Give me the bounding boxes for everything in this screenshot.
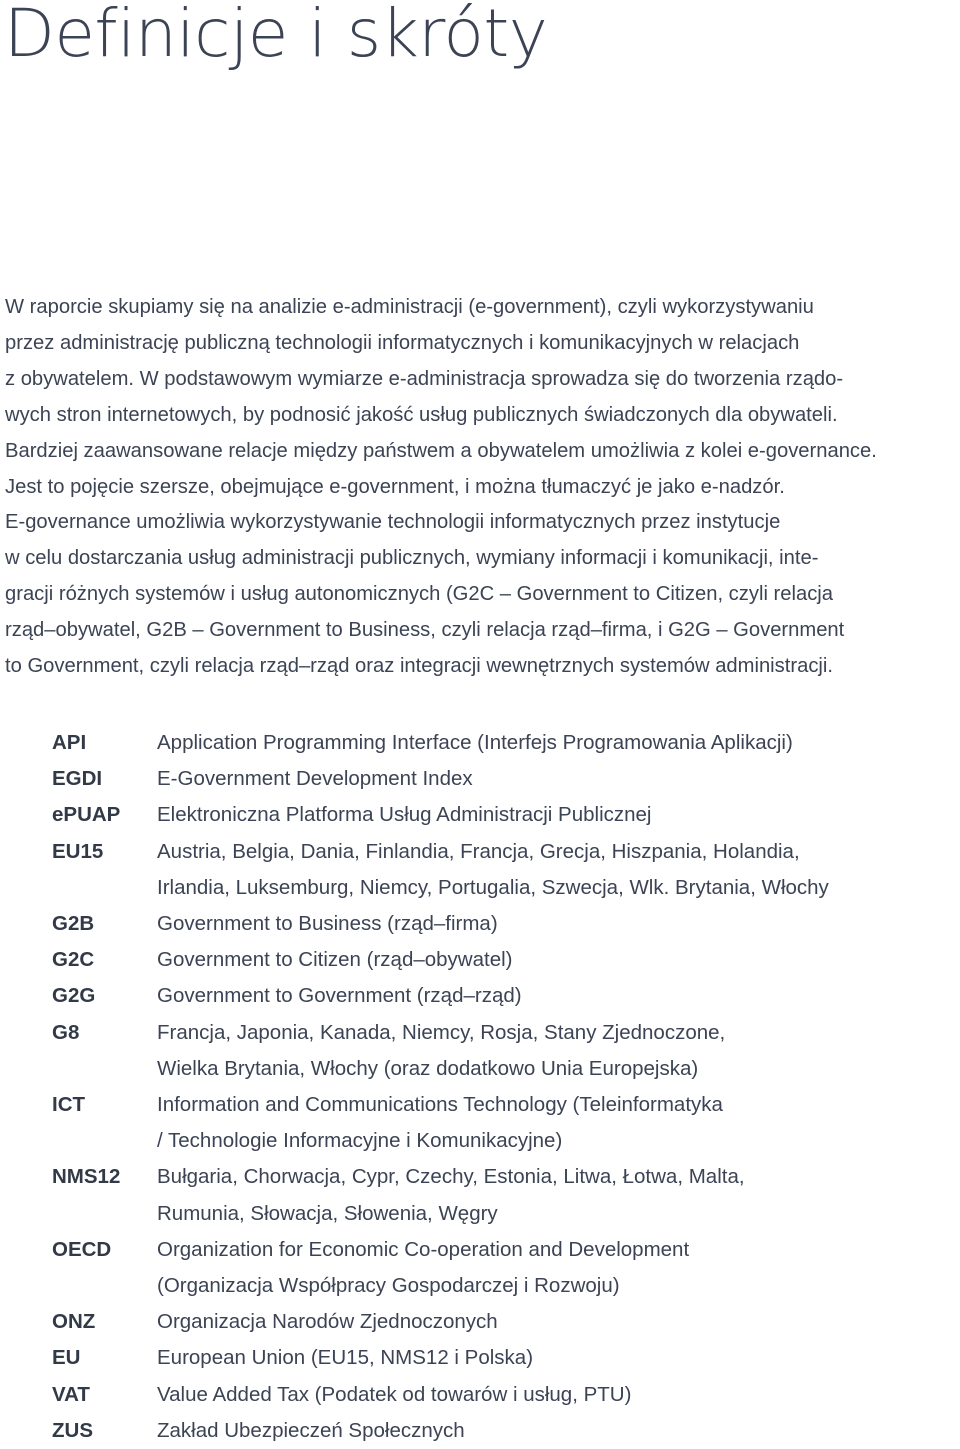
glossary-definition — [157, 834, 932, 906]
definition-line: / Technologie Informacyjne i Komunikacyjne) — [157, 1129, 563, 1153]
definition-line: E-Government Development Index — [157, 767, 473, 791]
definition-line: Wielka Brytania, Włochy (oraz dodatkowo Unia Europejska) — [157, 1056, 699, 1080]
glossary-abbr: G8 — [52, 1020, 80, 1044]
definition-line: Government to Government (rząd–rząd) — [157, 984, 522, 1008]
glossary-definition — [157, 761, 932, 797]
glossary-entry-eu — [52, 1340, 932, 1376]
definition-line: European Union (EU15, NMS12 i Polska) — [157, 1346, 534, 1370]
definition-line: Information and Communications Technology (Teleinformatyka — [157, 1093, 723, 1117]
glossary-entry-nms12 — [52, 1159, 932, 1231]
glossary-definition — [157, 1377, 932, 1413]
glossary-entry-egdi — [52, 761, 932, 797]
intro-line: gracji różnych systemów i usług autonomicznych (G2C – Government to Citizen, czyli relacja — [5, 583, 834, 606]
intro-line: Jest to pojęcie szersze, obejmujące e-government, i można tłumaczyć je jako e-nadzór. — [5, 475, 785, 498]
page-title: Definicje i skróty — [4, 0, 548, 72]
intro-line: to Government, czyli relacja rząd–rząd oraz integracji wewnętrznych systemów administracji. — [5, 655, 833, 678]
glossary-list — [52, 725, 932, 1449]
glossary-abbr: OECD — [52, 1237, 112, 1261]
glossary-definition — [157, 1087, 932, 1159]
glossary-definition — [157, 797, 932, 833]
glossary-entry-ict — [52, 1087, 932, 1159]
definition-line: Organization for Economic Co-operation and Development — [157, 1237, 690, 1261]
glossary-definition — [157, 1413, 932, 1449]
glossary-entry-vat — [52, 1377, 932, 1413]
glossary-abbr: VAT — [52, 1382, 90, 1406]
definition-line: Irlandia, Luksemburg, Niemcy, Portugalia, Szwecja, Wlk. Brytania, Włochy — [157, 875, 829, 899]
glossary-definition — [157, 1232, 932, 1304]
glossary-abbr: ICT — [52, 1093, 86, 1117]
definition-line: Rumunia, Słowacja, Słowenia, Węgry — [157, 1201, 498, 1225]
intro-line: E-governance umożliwia wykorzystywanie technologii informatycznych przez instytucje — [5, 511, 781, 534]
glossary-entry-zus — [52, 1413, 932, 1449]
glossary-abbr: ePUAP — [52, 803, 121, 827]
definition-line: Elektroniczna Platforma Usług Administracji Publicznej — [157, 803, 652, 827]
glossary-entry-g2c — [52, 942, 932, 978]
glossary-definition — [157, 1015, 932, 1087]
glossary-definition — [157, 978, 932, 1014]
intro-line: W raporcie skupiamy się na analizie e-administracji (e-government), czyli wykorzystywaniu — [5, 296, 814, 318]
glossary-entry-g2b — [52, 906, 932, 942]
intro-line: w celu dostarczania usług administracji publicznych, wymiany informacji i komunikacji, inte- — [5, 547, 819, 570]
glossary-definition — [157, 906, 932, 942]
intro-line: rząd–obywatel, G2B – Government to Business, czyli relacja rząd–firma, i G2G – Government — [5, 619, 845, 642]
glossary-entry-g2g — [52, 978, 932, 1014]
intro-line: z obywatelem. W podstawowym wymiarze e-administracja sprowadza się do tworzenia rządo- — [5, 367, 844, 390]
glossary-entry-eu15 — [52, 834, 932, 906]
definition-line: Bułgaria, Chorwacja, Cypr, Czechy, Estonia, Litwa, Łotwa, Malta, — [157, 1165, 745, 1189]
glossary-abbr: EGDI — [52, 767, 103, 791]
definition-line: Government to Citizen (rząd–obywatel) — [157, 948, 513, 972]
glossary-abbr: NMS12 — [52, 1165, 121, 1189]
glossary-entry-oecd — [52, 1232, 932, 1304]
definition-line: (Organizacja Współpracy Gospodarczej i Rozwoju) — [157, 1274, 620, 1298]
definition-line: Francja, Japonia, Kanada, Niemcy, Rosja, Stany Zjednoczone, — [157, 1020, 726, 1044]
glossary-abbr: G2B — [52, 912, 95, 936]
glossary-entry-api — [52, 725, 932, 761]
glossary-abbr: EU15 — [52, 839, 104, 863]
glossary-abbr: API — [52, 731, 87, 754]
glossary-definition — [157, 1159, 932, 1231]
definition-line: Government to Business (rząd–firma) — [157, 912, 498, 936]
glossary-entry-onz — [52, 1304, 932, 1340]
glossary-entry-g8 — [52, 1015, 932, 1087]
intro-line: przez administrację publiczną technologii informatycznych i komunikacyjnych w relacjach — [5, 331, 800, 354]
glossary-abbr: EU — [52, 1346, 81, 1370]
intro-line: wych stron internetowych, by podnosić jakość usług publicznych świadczonych dla obywateli. — [5, 403, 838, 426]
glossary-abbr: ZUS — [52, 1418, 93, 1442]
glossary-definition — [157, 1340, 932, 1376]
glossary-abbr: ONZ — [52, 1310, 96, 1334]
glossary-abbr: G2C — [52, 948, 95, 972]
intro-paragraph — [5, 290, 953, 685]
glossary-definition — [157, 942, 932, 978]
definition-line: Value Added Tax (Podatek od towarów i usług, PTU) — [157, 1382, 632, 1406]
intro-line: Bardziej zaawansowane relacje między państwem a obywatelem umożliwia z kolei e-governance. — [5, 439, 877, 462]
definition-line: Application Programming Interface (Interfejs Programowania Aplikacji) — [157, 731, 793, 754]
glossary-entry-epuap — [52, 797, 932, 833]
definition-line: Austria, Belgia, Dania, Finlandia, Francja, Grecja, Hiszpania, Holandia, — [157, 839, 800, 863]
glossary-abbr: G2G — [52, 984, 96, 1008]
glossary-definition — [157, 1304, 932, 1340]
definition-line: Organizacja Narodów Zjednoczonych — [157, 1310, 498, 1334]
glossary-definition — [157, 725, 932, 761]
definition-line: Zakład Ubezpieczeń Społecznych — [157, 1418, 465, 1442]
